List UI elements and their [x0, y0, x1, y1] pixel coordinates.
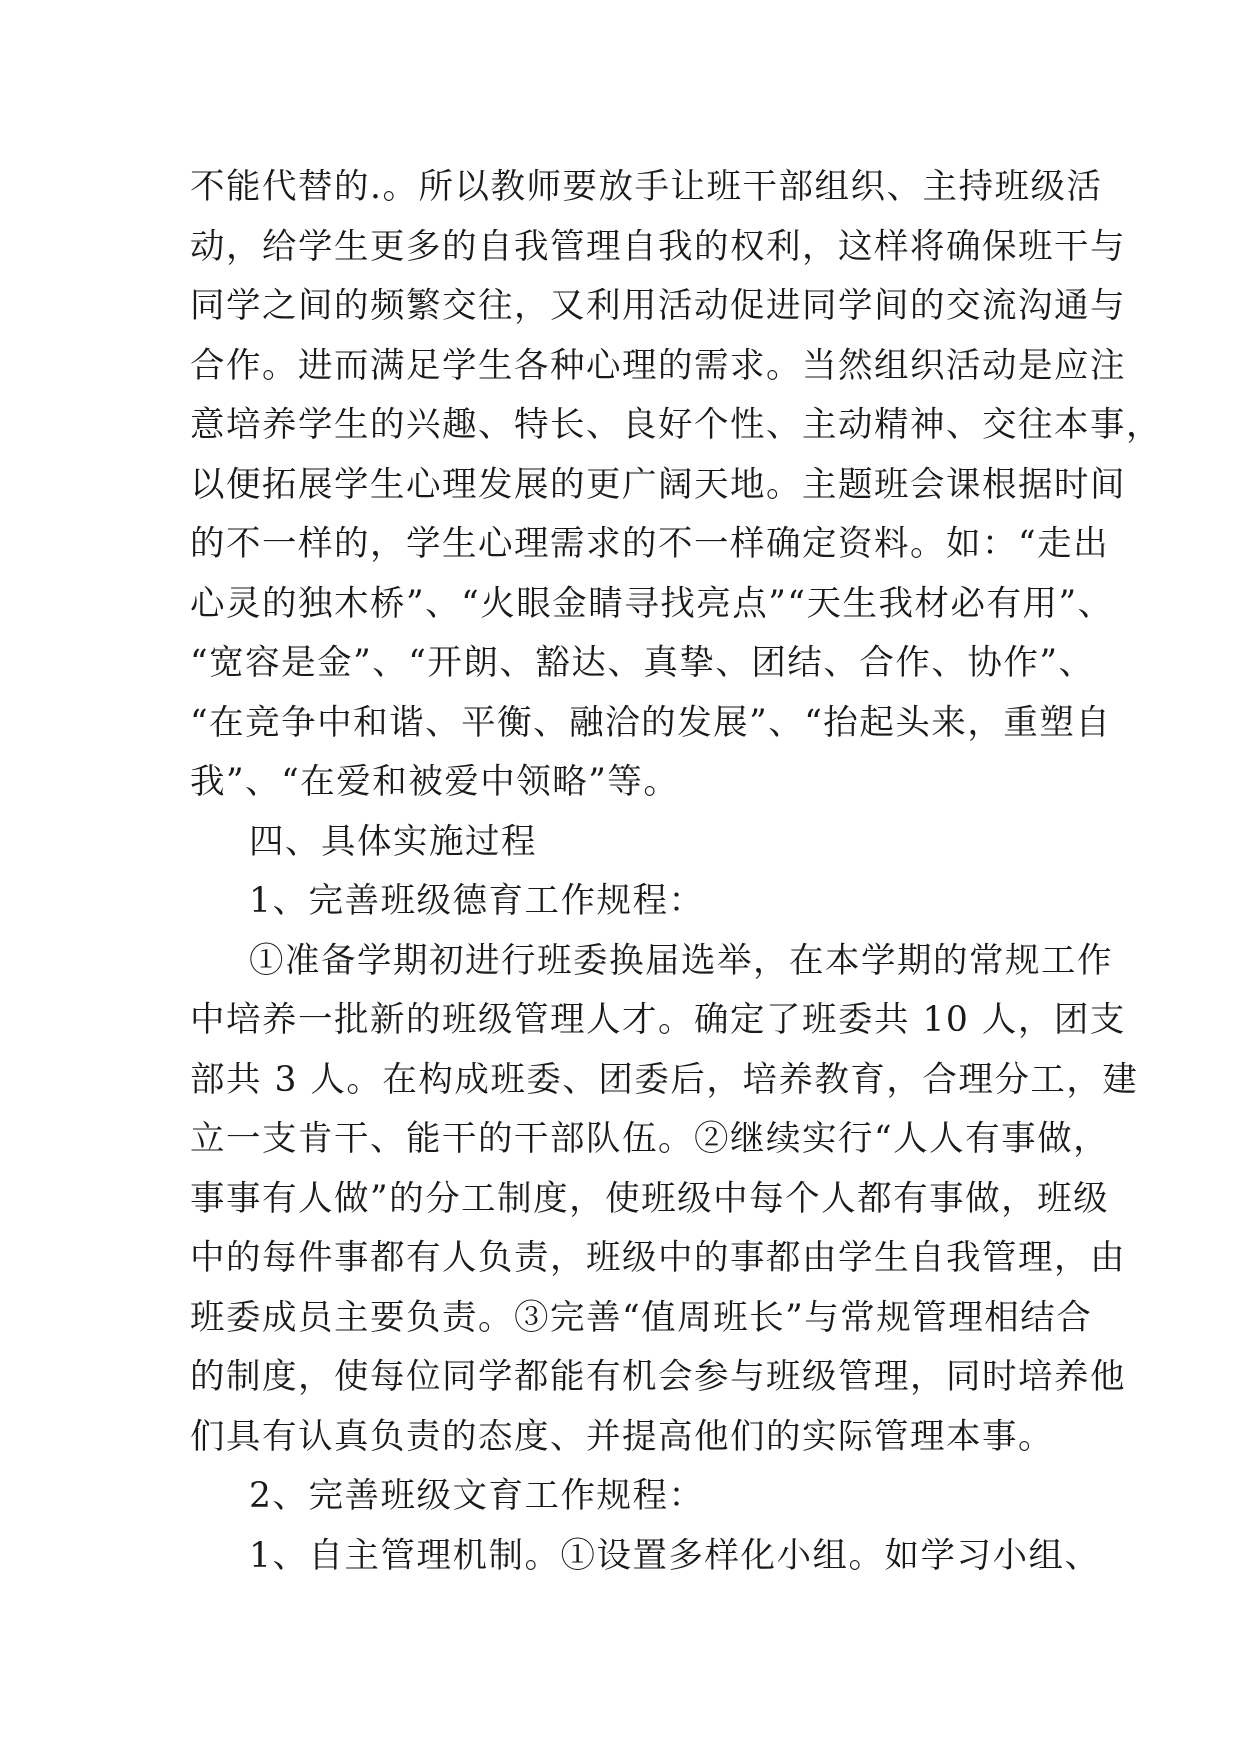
text-line: 意培养学生的兴趣、特长、良好个性、主动精神、交往本事， [190, 405, 1162, 445]
text-line: “宽容是金”、“开朗、豁达、真挚、团结、合作、协作”、 [190, 643, 1095, 683]
text-line: 班委成员主要负责。③完善“值周班长”与常规管理相结合 [190, 1297, 1093, 1338]
text-line: 部共 3 人。在构成班委、团委后，培养教育，合理分工，建 [190, 1059, 1139, 1100]
paragraph-start: ①准备学期初进行班委换届选举，在本学期的常规工作 [249, 940, 1113, 981]
subsection-heading: 2、完善班级文育工作规程： [249, 1476, 705, 1516]
text-line: 的制度，使每位同学都能有机会参与班级管理，同时培养他 [190, 1357, 1126, 1397]
text-line: 同学之间的频繁交往，又利用活动促进同学间的交流沟通与 [190, 286, 1126, 326]
text-line: 事事有人做”的分工制度，使班级中每个人都有事做，班级 [190, 1178, 1110, 1219]
text-line: 动，给学生更多的自我管理自我的权利，这样将确保班干与 [190, 226, 1126, 267]
text-line: 心灵的独木桥”、“火眼金睛寻找亮点”“天生我材必有用”、 [190, 583, 1114, 624]
text-line: 立一支肯干、能干的干部队伍。②继续实行“人人有事做， [190, 1119, 1110, 1159]
text-line: 我”、“在爱和被爱中领略”等。 [190, 762, 680, 802]
text-line: “在竞争中和谐、平衡、融洽的发展”、“抬起头来，重塑自 [190, 702, 1112, 743]
text-line: 中的每件事都有人负责，班级中的事都由学生自我管理，由 [190, 1238, 1126, 1278]
text-line: 以便拓展学生心理发展的更广阔天地。主题班会课根据时间 [190, 464, 1126, 505]
text-line: 合作。进而满足学生各种心理的需求。当然组织活动是应注 [190, 345, 1126, 386]
text-line: 中培养一批新的班级管理人才。确定了班委共 10 人，团支 [190, 1000, 1126, 1040]
text-line: 的不一样的，学生心理需求的不一样确定资料。如：“走出 [190, 524, 1110, 564]
text-line: 们具有认真负责的态度、并提高他们的实际管理本事。 [190, 1416, 1054, 1457]
document-body [190, 158, 1162, 1586]
text-line: 不能代替的.。所以教师要放手让班干部组织、主持班级活 [190, 167, 1103, 207]
paragraph-start: 1、自主管理机制。①设置多样化小组。如学习小组、 [249, 1535, 1101, 1576]
subsection-heading: 1、完善班级德育工作规程： [249, 881, 705, 921]
section-heading: 四、具体实施过程 [249, 821, 537, 862]
